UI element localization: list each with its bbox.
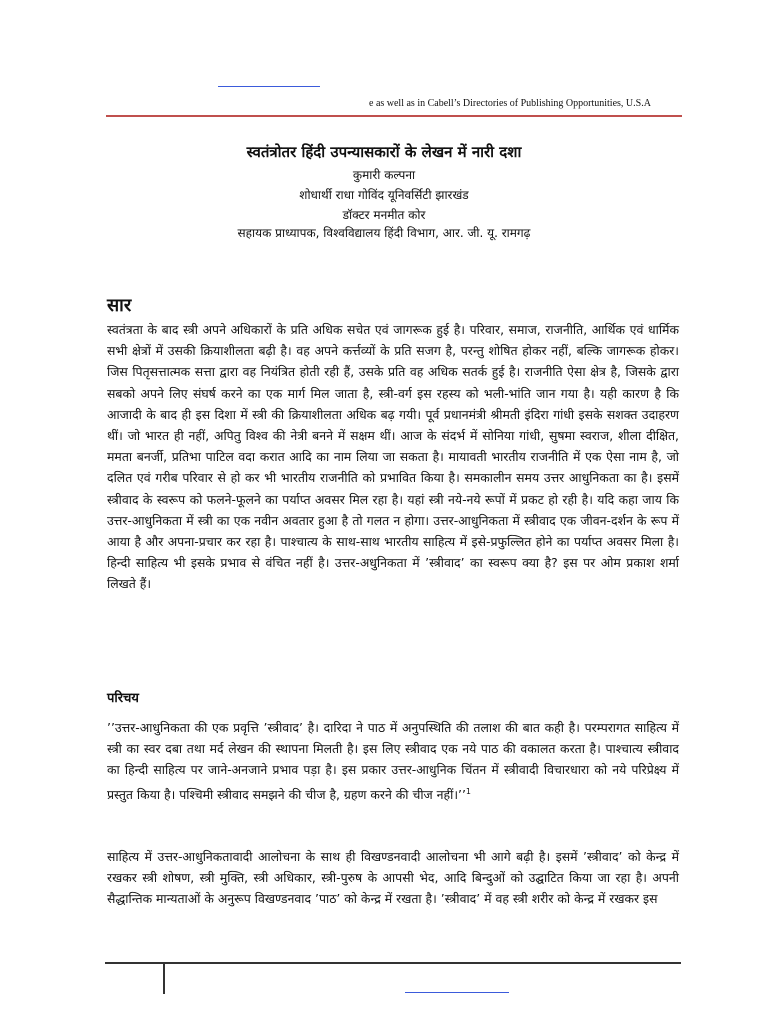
author-name-1: कुमारी कल्पना xyxy=(352,168,416,182)
journal-indexing-note: e as well as in Cabell’s Directories of Publishing Opportunities, U.S.A xyxy=(369,98,651,109)
intro-body-paragraph: साहित्य में उत्तर-आधुनिकतावादी आलोचना के साथ ही विखण्डनवादी आलोचना भी आगे बढ़ी है। इसमें ’स्त्रीवाद’ को केन्द्र में रखकर स्त्री शोषण, स्त्री मुक्ति, स्त्री अधिकार, स्त्री-पुरुष के आपसी भेद, आदि बिन्दुओं को उद्घाटित किया जा रहा है। अपनी सैद्धान्तिक मान्यताओं के अनुरूप विखण्डनवाद ’पाठ’ को केन्द्र में रखता है। ’स्त्रीवाद’ में वह स्त्री शरीर को केन्द्र में रखकर इस xyxy=(107,849,679,907)
intro-quote-paragraph xyxy=(107,717,679,805)
footnote-marker[interactable]: 1 xyxy=(465,786,471,796)
footer-divider-tick xyxy=(163,962,165,994)
author-name-2: डॉक्टर मनमीत कोर xyxy=(342,208,426,222)
article-title: स्वतंत्रोतर हिंदी उपन्यासकारों के लेखन में नारी दशा xyxy=(246,143,522,161)
footer-divider xyxy=(105,962,681,964)
abstract-paragraph: स्वतंत्रता के बाद स्त्री अपने अधिकारों के प्रति अधिक सचेत एवं जागरूक हुई है। परिवार, समाज, राजनीति, आर्थिक एवं धार्मिक सभी क्षेत्रों में उसकी क्रियाशीलता बढ़ी है। वह अपने कर्त्तव्यों के प्रति सजग है, परन्तु शोषित होकर नहीं, बल्कि जागरूक होकर। जिस पितृसत्तात्मक सत्ता द्वारा वह नियंत्रित होती रही हैं, उसके प्रति वह अधिक सतर्क हुई है। राजनीति ऐसा क्षेत्र है, जिसके द्वारा सबको अपने लिए संघर्ष करने का एक मार्ग मिल जाता है, स्त्री-वर्ग इस रहस्य को भली-भांति जान गया है। यही कारण है कि आजादी के बाद ही इस दिशा में स्त्री की क्रियाशीलता अधिक बढ़ गयी। पूर्व प्रधानमंत्री श्रीमती इंदिरा गांधी इसके सशक्त उदाहरण थीं। जो भारत ही नहीं, अपितु विश्व की नेत्री बनने में सक्षम थीं। आज के संदर्भ में सोनिया गांधी, सुषमा स्वराज, शीला दीक्षित, ममता बनर्जी, प्रतिभा पाटिल वदा करात आदि का नाम लिया जा सकता है। मायावती भारतीय राजनीति में एक ऐसा नाम है, जो दलित एवं गरीब परिवार से हो कर भी भारतीय राजनीति को प्रभावित किया है। समकालीन समय उत्तर आधुनिकता का है। इसमें स्त्रीवाद के स्वरूप को फलने-फूलने का पर्याप्त अवसर मिल रहा है। यहां स्त्री नये-नये रूपों में प्रकट हो रही है। यदि कहा जाय कि उत्तर-आधुनिकता में स्त्री का एक नवीन अवतार हुआ है तो गलत न होगा। उत्तर-आधुनिकता में स्त्रीवाद एक जीवन-दर्शन के रूप में आया है और अपना-प्रचार कर रहा है। पाश्चात्य के साथ-साथ भारतीय साहित्य में इसे-प्रफुल्लित होने का पर्याप्त अवसर मिला है। हिन्दी साहित्य भी इसके प्रभाव से वंचित नहीं है। उत्तर-अधुनिकता में ’स्त्रीवाद’ का स्वरूप क्या है? इस पर ओम प्रकाश शर्मा लिखते हैं। xyxy=(107,322,679,592)
intro-heading: परिचय xyxy=(107,691,139,706)
header-link-underline[interactable] xyxy=(218,86,320,87)
author-affiliation-1: शोधार्थी राधा गोविंद यूनिवर्सिटी झारखंड xyxy=(299,188,469,202)
footer-link-underline[interactable] xyxy=(405,992,509,993)
author-affiliation-2: सहायक प्राध्यापक, विश्वविद्यालय हिंदी विभाग, आर. जी. यू. रामगढ़ xyxy=(237,226,531,240)
header-divider xyxy=(106,115,682,117)
intro-quote-text: ’’उत्तर-आधुनिकता की एक प्रवृत्ति ’स्त्रीवाद’ है। दारिदा ने पाठ में अनुपस्थिति की तलाश की बात कही है। परम्परागत साहित्य में स्त्री का स्वर दबा तथा मर्द लेखन की स्थापना मिलती है। इस लिए स्त्रीवाद एक नये पाठ की वकालत करता है। पाश्चात्य स्त्रीवाद का हिन्दी साहित्य पर जाने-अनजाने प्रभाव पड़ा है। इस प्रकार उत्तर-आधुनिक चिंतन में स्त्रीवादी विचारधारा को नये परिप्रेक्ष्य में प्रस्तुत किया है। पश्चिमी स्त्रीवाद समझने की चीज है, ग्रहण करने की चीज नहीं।’’ xyxy=(107,720,679,802)
abstract-heading: सार xyxy=(107,295,132,316)
